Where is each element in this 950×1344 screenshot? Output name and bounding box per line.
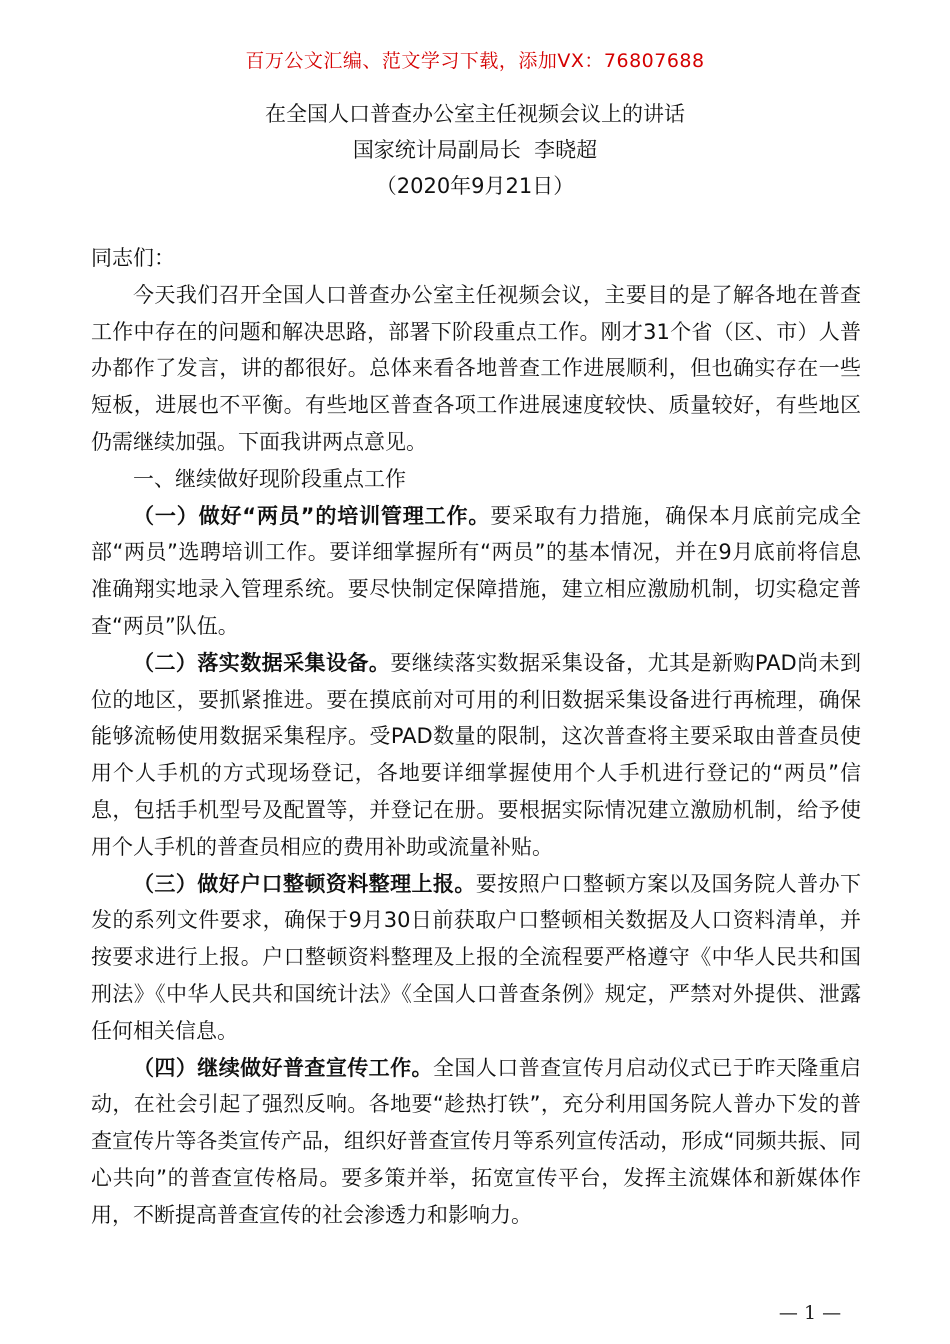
item-paragraph-2 bbox=[91, 645, 861, 866]
intro-paragraph: 今天我们召开全国人口普查办公室主任视频会议，主要目的是了解各地在普查工作中存在的问题和解决思路，部署下阶段重点工作。刚才31个省（区、市）人普办都作了发言，讲的都很好。总体来看各地普查工作进展顺利，但也确实存在一些短板，进展也不平衡。有些地区普查各项工作进展速度较快、质量较好，有些地区仍需继续加强。下面我讲两点意见。 bbox=[91, 282, 861, 454]
promo-banner: 百万公文汇编、范文学习下载，添加VX：76807688 bbox=[245, 50, 705, 72]
item-paragraph-4 bbox=[91, 1050, 861, 1234]
page-number: — 1 — bbox=[778, 1302, 842, 1324]
item-body-4: 全国人口普查宣传月启动仪式已于昨天隆重启动，在社会引起了强烈反响。各地要“趁热打铁”，充分利用国务院人普办下发的普查宣传片等各类宣传产品，组织好普查宣传月等系列宣传活动，形成“同频共振、同心共向”的普查宣传格局。要多策并举，拓宽宣传平台，发挥主流媒体和新媒体作用，不断提高普查宣传的社会渗透力和影响力。 bbox=[91, 1055, 862, 1227]
item-paragraph-1 bbox=[91, 498, 861, 645]
item-paragraph-3 bbox=[91, 866, 861, 1050]
date-line: （2020年9月21日） bbox=[375, 174, 575, 198]
document-body bbox=[91, 240, 861, 1234]
item-body-2: 要继续落实数据采集设备，尤其是新购PAD尚未到位的地区，要抓紧推进。要在摸底前对可用的利旧数据采集设备进行再梳理，确保能够流畅使用数据采集程序。受PAD数量的限制，这次普查将主要采取由普查员使用个人手机的方式现场登记，各地要详细掌握使用个人手机进行登记的“两员”信息，包括手机型号及配置等，并登记在册。要根据实际情况建立激励机制，给予使用个人手机的普查员相应的费用补助或流量补贴。 bbox=[91, 650, 862, 859]
section-heading-1: 一、继续做好现阶段重点工作 bbox=[133, 466, 406, 491]
title-block bbox=[0, 96, 950, 204]
speaker-line: 国家统计局副局长 李晓超 bbox=[352, 138, 598, 162]
item-body-3: 要按照户口整顿方案以及国务院人普办下发的系列文件要求，确保于9月30日前获取户口整顿相关数据及人口资料清单，并按要求进行上报。户口整顿资料整理及上报的全流程要严格遵守《中华人民共和国刑法》《中华人民共和国统计法》《全国人口普查条例》规定，严禁对外提供、泄露任何相关信息。 bbox=[91, 871, 862, 1043]
item-heading-1: （一）做好“两员”的培训管理工作。 bbox=[133, 503, 491, 528]
item-heading-4: （四）继续做好普查宣传工作。 bbox=[133, 1055, 433, 1080]
item-heading-2: （二）落实数据采集设备。 bbox=[133, 650, 391, 675]
item-body-1: 要采取有力措施，确保本月底前完成全部“两员”选聘培训工作。要详细掌握所有“两员”的基本情况，并在9月底前将信息准确翔实地录入管理系统。要尽快制定保障措施，建立相应激励机制，切实稳定普查“两员”队伍。 bbox=[91, 503, 861, 638]
document-title: 在全国人口普查办公室主任视频会议上的讲话 bbox=[265, 102, 685, 126]
salutation: 同志们： bbox=[91, 246, 175, 270]
item-heading-3: （三）做好户口整顿资料整理上报。 bbox=[133, 871, 476, 896]
